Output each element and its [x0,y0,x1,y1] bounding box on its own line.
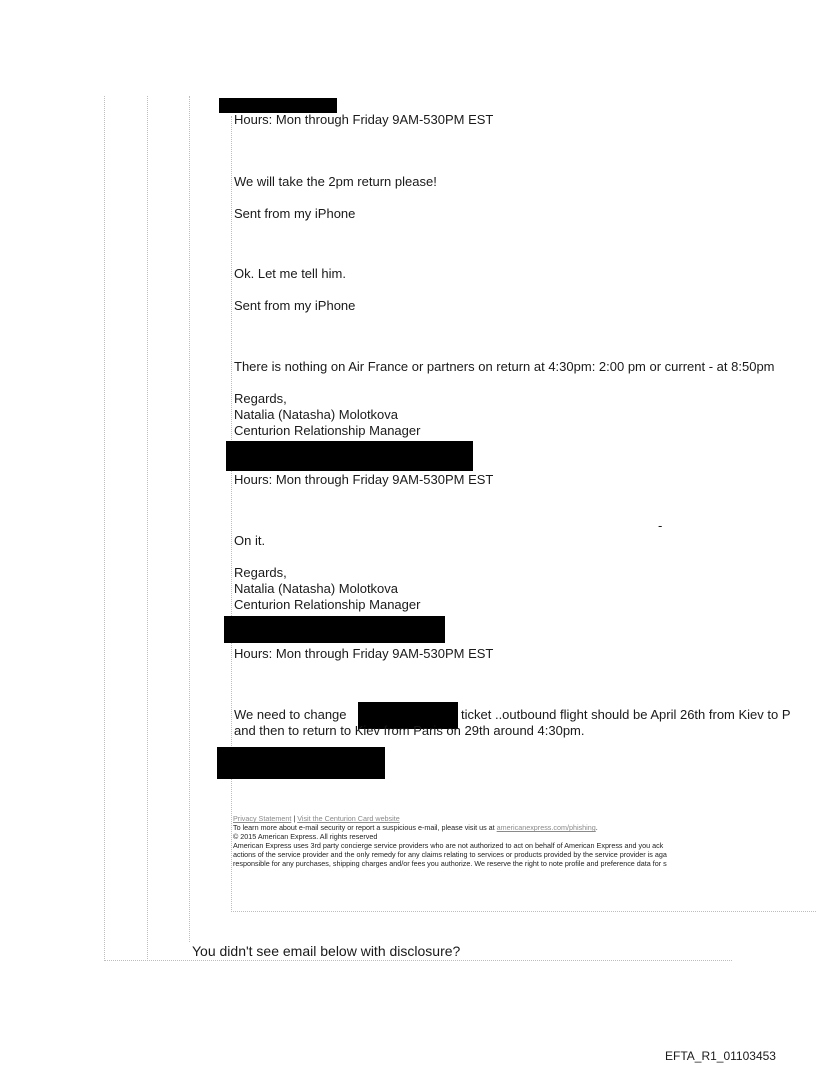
hours-text: Hours: Mon through Friday 9AM-530PM EST [234,472,494,487]
quote-border [231,116,232,912]
sender-title: Centurion Relationship Manager [234,423,421,438]
table-border-inner-2 [189,96,190,942]
message-text: We will take the 2pm return please! [234,174,437,189]
stray-dash: - [658,518,663,533]
hours-text: Hours: Mon through Friday 9AM-530PM EST [234,112,494,127]
message-text: ticket ..outbound flight should be April 26th from Kiev to P [461,707,791,722]
message-text: There is nothing on Air France or partners on return at 4:30pm: 2:00 pm or current - at 8:50pm [234,359,775,374]
phishing-link[interactable]: americanexpress.com/phishing [496,823,596,832]
table-bottom-rule [104,960,732,961]
outer-reply-text: You didn't see email below with disclosure? [192,943,461,959]
document-id: EFTA_R1_01103453 [665,1049,776,1063]
disclaimer-copyright: © 2015 American Express. All rights reserved [233,832,378,841]
redaction-block [219,98,337,113]
disclaimer-bottom-rule [231,911,816,912]
regards-text: Regards, [234,391,287,406]
regards-text: Regards, [234,565,287,580]
message-text: On it. [234,533,266,548]
table-border-inner-1 [147,96,148,961]
security-text-end: . [595,823,598,832]
disclaimer-text: actions of the service provider and the only remedy for any claims relating to services or products provided by the service provider is aga [233,850,667,859]
security-text: To learn more about e-mail security or report a suspicious e-mail, please visit us at [233,823,495,832]
signature-text: Sent from my iPhone [234,206,356,221]
sender-title: Centurion Relationship Manager [234,597,421,612]
centurion-website-link[interactable]: Visit the Centurion Card website [297,814,400,823]
message-text: Ok. Let me tell him. [234,266,346,281]
message-text: and then to return to Kiev from Paris on 29th around 4:30pm. [234,723,585,738]
redaction-block [224,616,445,643]
message-text: We need to change [234,707,347,722]
table-border-left [104,96,105,961]
redaction-block [217,747,385,779]
privacy-statement-link[interactable]: Privacy Statement [233,814,292,823]
sender-name: Natalia (Natasha) Molotkova [234,407,399,422]
link-separator: | [293,814,296,823]
signature-text: Sent from my iPhone [234,298,356,313]
disclaimer-text: responsible for any purchases, shipping charges and/or fees you authorize. We reserve the right to note profile and preference data for s [233,859,667,868]
hours-text: Hours: Mon through Friday 9AM-530PM EST [234,646,494,661]
sender-name: Natalia (Natasha) Molotkova [234,581,399,596]
disclaimer-text: American Express uses 3rd party concierge service providers who are not authorized to act on behalf of American Express and you ack [233,841,664,850]
redaction-block [226,441,473,471]
